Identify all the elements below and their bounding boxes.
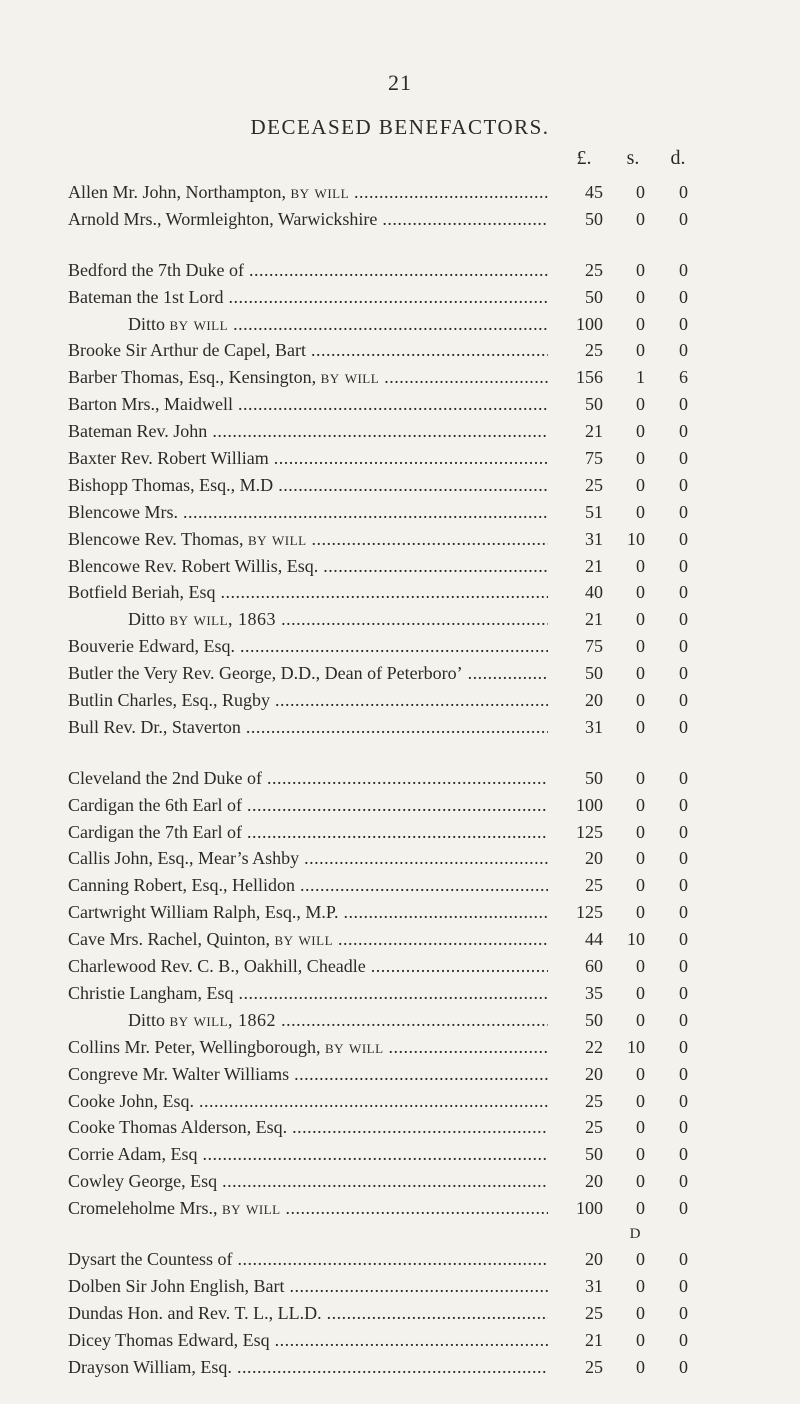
benefactor-row [0,1300,800,1327]
pence-amount: 0 [679,1117,688,1138]
pence-amount: 0 [679,982,688,1003]
benefactor-row [0,337,800,364]
shillings-amount: 0 [636,716,645,737]
benefactor-row [0,845,800,872]
benefactor-name-text: Dicey Thomas Edward, Esq [68,1329,270,1350]
benefactor-name [68,311,548,338]
bequest-note: by will [247,528,307,549]
benefactor-row [0,1007,800,1034]
pounds-amount: 31 [585,528,603,549]
benefactor-name-text: Bateman Rev. John [68,421,208,442]
benefactor-name-text: Callis John, Esq., Mear’s Ashby [68,848,300,869]
pounds-amount: 20 [585,1063,603,1084]
pence-amount: 0 [679,1329,688,1350]
pence-amount: 0 [679,259,688,280]
bequest-note: by will [221,1198,281,1219]
shillings-amount: 0 [636,609,645,630]
shillings-amount: 0 [636,848,645,869]
benefactor-name-text: Corrie Adam, Esq [68,1144,198,1165]
pounds-amount: 21 [585,609,603,630]
pounds-amount: 100 [576,794,603,815]
pounds-amount: 100 [576,1198,603,1219]
pounds-amount: 21 [585,1329,603,1350]
benefactor-name [68,445,548,472]
pence-amount: 0 [679,794,688,815]
pounds-amount: 50 [585,394,603,415]
benefactor-name [68,792,548,819]
pounds-amount: 31 [585,716,603,737]
pounds-amount: 75 [585,448,603,469]
pounds-amount: 50 [585,1009,603,1030]
benefactor-row [0,284,800,311]
pence-amount: 0 [679,582,688,603]
pence-amount: 0 [679,956,688,977]
pounds-amount: 25 [585,1302,603,1323]
benefactor-row [0,1327,800,1354]
shillings-amount: 0 [636,636,645,657]
benefactor-row [0,792,800,819]
shillings-amount: 0 [636,1275,645,1296]
pence-amount: 0 [679,286,688,307]
benefactor-name [68,1246,548,1273]
benefactor-name-text: Ditto [128,609,170,630]
benefactor-name [68,1195,548,1222]
benefactor-group [0,1246,800,1380]
benefactor-name-text: Dundas Hon. and Rev. T. L., LL.D. [68,1302,322,1323]
pence-amount: 0 [679,313,688,334]
benefactors-list [0,179,800,1404]
pounds-amount: 25 [585,340,603,361]
benefactor-name [68,257,548,284]
benefactor-row [0,579,800,606]
pence-amount: 0 [679,555,688,576]
benefactor-name-text: Congreve Mr. Walter Williams [68,1063,290,1084]
benefactor-name [68,633,548,660]
benefactor-row [0,553,800,580]
pounds-amount: 20 [585,690,603,711]
benefactor-name [68,1300,548,1327]
benefactor-row [0,1061,800,1088]
benefactor-name-text: Blencowe Rev. Robert Willis, Esq. [68,555,319,576]
pounds-amount: 40 [585,582,603,603]
pence-amount: 0 [679,528,688,549]
benefactor-row [0,606,800,633]
benefactor-name [68,1168,548,1195]
benefactor-row [0,633,800,660]
benefactor-row [0,660,800,687]
benefactor-name [68,606,548,633]
shillings-amount: 0 [636,1198,645,1219]
pence-amount: 0 [679,1356,688,1377]
pounds-column-header: £. [576,147,592,169]
signature-mark: D [629,1226,641,1242]
benefactor-row [0,418,800,445]
shillings-amount: 1 [636,367,645,388]
benefactor-name-text: Cardigan the 6th Earl of [68,794,242,815]
pounds-amount: 20 [585,1248,603,1269]
shillings-amount: 0 [636,1144,645,1165]
benefactor-row [0,445,800,472]
pence-amount: 0 [679,1248,688,1269]
pence-amount: 0 [679,821,688,842]
pence-amount: 0 [679,208,688,229]
pence-column-header: d. [670,147,686,169]
benefactor-group [0,765,800,1222]
benefactor-row [0,1034,800,1061]
benefactor-row [0,714,800,741]
benefactor-row [0,1354,800,1381]
pence-amount: 0 [679,1302,688,1323]
benefactor-name-text: Cartwright William Ralph, Esq., M.P. [68,902,339,923]
benefactor-name [68,391,548,418]
pence-amount: 0 [679,636,688,657]
shillings-column-header: s. [626,147,640,169]
pence-amount: 0 [679,1063,688,1084]
shillings-amount: 10 [627,929,645,950]
shillings-amount: 0 [636,956,645,977]
benefactor-name-text: Allen Mr. John, Northampton, [68,182,291,202]
pence-amount: 0 [679,1009,688,1030]
benefactor-name [68,526,548,553]
shillings-amount: 0 [636,794,645,815]
bequest-note: by will [274,929,334,950]
pounds-amount: 25 [585,1356,603,1377]
benefactor-name [68,1088,548,1115]
benefactor-row [0,819,800,846]
shillings-amount: 0 [636,902,645,923]
shillings-amount: 0 [636,690,645,711]
benefactor-name [68,1273,548,1300]
pounds-amount: 20 [585,1171,603,1192]
pounds-amount: 21 [585,555,603,576]
benefactor-name [68,819,548,846]
shillings-amount: 0 [636,340,645,361]
pounds-amount: 25 [585,259,603,280]
pounds-amount: 20 [585,848,603,869]
pence-amount: 0 [679,421,688,442]
benefactor-name-text: Bishopp Thomas, Esq., M.D [68,474,274,495]
benefactor-name-text: Butlin Charles, Esq., Rugby [68,690,270,711]
benefactor-group [0,257,800,741]
benefactor-name [68,1354,548,1381]
pence-amount: 0 [679,1144,688,1165]
benefactor-name-text: Cowley George, Esq [68,1171,218,1192]
pounds-amount: 45 [585,182,603,202]
pounds-amount: 22 [585,1036,603,1057]
pence-amount: 0 [679,716,688,737]
benefactor-row [0,1273,800,1300]
benefactor-name [68,364,548,391]
benefactor-name [68,1141,548,1168]
benefactor-name-text: Cardigan the 7th Earl of [68,821,242,842]
benefactor-name-text: Butler the Very Rev. George, D.D., Dean of Peterboro’ [68,663,463,684]
benefactor-name-text: Ditto [128,313,170,334]
benefactor-row [0,926,800,953]
shillings-amount: 0 [636,1117,645,1138]
shillings-amount: 0 [636,1329,645,1350]
pence-amount: 0 [679,767,688,788]
benefactor-row [0,499,800,526]
pence-amount: 0 [679,1036,688,1057]
benefactor-name-text: Botfield Beriah, Esq [68,582,216,603]
benefactor-row [0,899,800,926]
shillings-amount: 0 [636,582,645,603]
pence-amount: 0 [679,929,688,950]
shillings-amount: 0 [636,313,645,334]
pounds-amount: 25 [585,1117,603,1138]
pounds-amount: 25 [585,1090,603,1111]
shillings-amount: 0 [636,394,645,415]
pence-amount: 0 [679,1198,688,1219]
benefactor-name [68,418,548,445]
benefactor-row [0,765,800,792]
benefactor-name-text: Dysart the Countess of [68,1248,233,1269]
benefactor-row [0,953,800,980]
shillings-amount: 0 [636,182,645,202]
benefactor-name [68,553,548,580]
benefactor-name [68,953,548,980]
benefactor-row [0,1088,800,1115]
benefactor-name [68,284,548,311]
pence-amount: 0 [679,690,688,711]
shillings-amount: 0 [636,1248,645,1269]
shillings-amount: 0 [636,821,645,842]
shillings-amount: 0 [636,1090,645,1111]
benefactor-name-text: Ditto [128,1009,170,1030]
pounds-amount: 44 [585,929,603,950]
benefactor-name [68,926,548,953]
benefactor-name-text: Cooke Thomas Alderson, Esq. [68,1117,288,1138]
pounds-amount: 50 [585,767,603,788]
shillings-amount: 0 [636,474,645,495]
benefactor-name-text: Canning Robert, Esq., Hellidon [68,875,295,896]
benefactor-row [0,526,800,553]
shillings-amount: 0 [636,208,645,229]
benefactor-name-text: Baxter Rev. Robert William [68,448,269,469]
benefactor-name [68,714,548,741]
pence-amount: 0 [679,848,688,869]
benefactor-row [0,472,800,499]
benefactor-name-text: Cleveland the 2nd Duke of [68,767,262,788]
shillings-amount: 0 [636,501,645,522]
bequest-note: by will [169,313,229,334]
pounds-amount: 50 [585,1144,603,1165]
benefactor-name-text: Bateman the 1st Lord [68,286,224,307]
pence-amount: 0 [679,1090,688,1111]
pounds-amount: 50 [585,286,603,307]
benefactor-row [0,872,800,899]
benefactor-row [0,1168,800,1195]
shillings-amount: 0 [636,259,645,280]
shillings-amount: 0 [636,767,645,788]
shillings-amount: 0 [636,875,645,896]
benefactor-name [68,687,548,714]
benefactor-row [0,1195,800,1222]
benefactor-name-text: Bedford the 7th Duke of [68,259,244,280]
pounds-amount: 31 [585,1275,603,1296]
bequest-note: by will, 1863 [169,609,277,630]
shillings-amount: 0 [636,1009,645,1030]
benefactor-name [68,1007,548,1034]
benefactor-name-text: Christie Langham, Esq [68,982,234,1003]
pence-amount: 0 [679,474,688,495]
shillings-amount: 0 [636,1356,645,1377]
pence-amount: 0 [679,394,688,415]
benefactor-name-text: Bouverie Edward, Esq. [68,636,235,657]
benefactor-name-text: Cave Mrs. Rachel, Quinton, [68,929,275,950]
column-headers [0,147,800,171]
benefactor-row [0,311,800,338]
page-number: 21 [388,70,412,95]
benefactor-row [0,1141,800,1168]
shillings-amount: 0 [636,448,645,469]
pounds-amount: 75 [585,636,603,657]
benefactor-name-text: Arnold Mrs., Wormleighton, Warwickshire [68,208,378,229]
benefactor-name-text: Dolben Sir John English, Bart [68,1275,285,1296]
pence-amount: 0 [679,609,688,630]
pence-amount: 0 [679,501,688,522]
pence-amount: 0 [679,182,688,202]
benefactor-name [68,872,548,899]
benefactor-name [68,765,548,792]
benefactor-name [68,1114,548,1141]
pence-amount: 0 [679,448,688,469]
benefactor-row [0,179,800,206]
pence-amount: 0 [679,1171,688,1192]
benefactor-name-text: Barton Mrs., Maidwell [68,394,233,415]
benefactor-name [68,899,548,926]
benefactor-name [68,472,548,499]
shillings-amount: 0 [636,1302,645,1323]
benefactor-name [68,1327,548,1354]
benefactor-name [68,1034,548,1061]
benefactor-group [0,179,800,233]
benefactor-name-text: Drayson William, Esq. [68,1356,232,1377]
pence-amount: 0 [679,1275,688,1296]
benefactor-row [0,206,800,233]
shillings-amount: 0 [636,663,645,684]
bequest-note: by will, 1862 [169,1009,277,1030]
benefactor-name-text: Collins Mr. Peter, Wellingborough, [68,1036,325,1057]
pounds-amount: 156 [576,367,603,388]
page-title: DECEASED BENEFACTORS. [250,115,550,139]
benefactor-row [0,980,800,1007]
benefactor-name [68,660,548,687]
benefactor-name [68,179,548,206]
benefactor-name [68,845,548,872]
pence-amount: 0 [679,875,688,896]
benefactor-name-text: Barber Thomas, Esq., Kensington, [68,367,321,388]
shillings-amount: 0 [636,982,645,1003]
pence-amount: 0 [679,340,688,361]
benefactor-name-text: Charlewood Rev. C. B., Oakhill, Cheadle [68,956,366,977]
benefactor-name-text: Cooke John, Esq. [68,1090,194,1111]
pence-amount: 0 [679,663,688,684]
bequest-note: by will [325,1036,384,1057]
shillings-amount: 0 [636,1171,645,1192]
benefactor-row [0,364,800,391]
shillings-amount: 10 [627,528,645,549]
benefactor-row [0,1114,800,1141]
shillings-amount: 0 [636,555,645,576]
benefactor-name [68,980,548,1007]
benefactor-row [0,1246,800,1273]
shillings-amount: 0 [636,286,645,307]
benefactor-name-text: Cromeleholme Mrs., [68,1198,222,1219]
benefactor-name-text: Blencowe Rev. Thomas, [68,528,248,549]
shillings-amount: 0 [636,421,645,442]
benefactor-name-text: Blencowe Mrs. [68,501,178,522]
pounds-amount: 50 [585,208,603,229]
benefactor-row [0,391,800,418]
pounds-amount: 50 [585,663,603,684]
pounds-amount: 21 [585,421,603,442]
benefactor-name [68,579,548,606]
pounds-amount: 100 [576,313,603,334]
benefactor-name-text: Brooke Sir Arthur de Capel, Bart [68,340,306,361]
benefactor-name [68,499,548,526]
benefactor-name-text: Bull Rev. Dr., Staverton [68,716,241,737]
benefactor-name [68,337,548,364]
benefactor-row [0,257,800,284]
pounds-amount: 25 [585,474,603,495]
pounds-amount: 125 [576,902,603,923]
benefactor-row [0,687,800,714]
pounds-amount: 60 [585,956,603,977]
pounds-amount: 125 [576,821,603,842]
pounds-amount: 25 [585,875,603,896]
benefactor-name [68,206,548,233]
pence-amount: 6 [679,367,688,388]
shillings-amount: 10 [627,1036,645,1057]
benefactor-name [68,1061,548,1088]
shillings-amount: 0 [636,1063,645,1084]
pounds-amount: 51 [585,501,603,522]
bequest-note: by will [320,367,380,388]
pence-amount: 0 [679,902,688,923]
bequest-note: by will [290,182,350,202]
pounds-amount: 35 [585,982,603,1003]
